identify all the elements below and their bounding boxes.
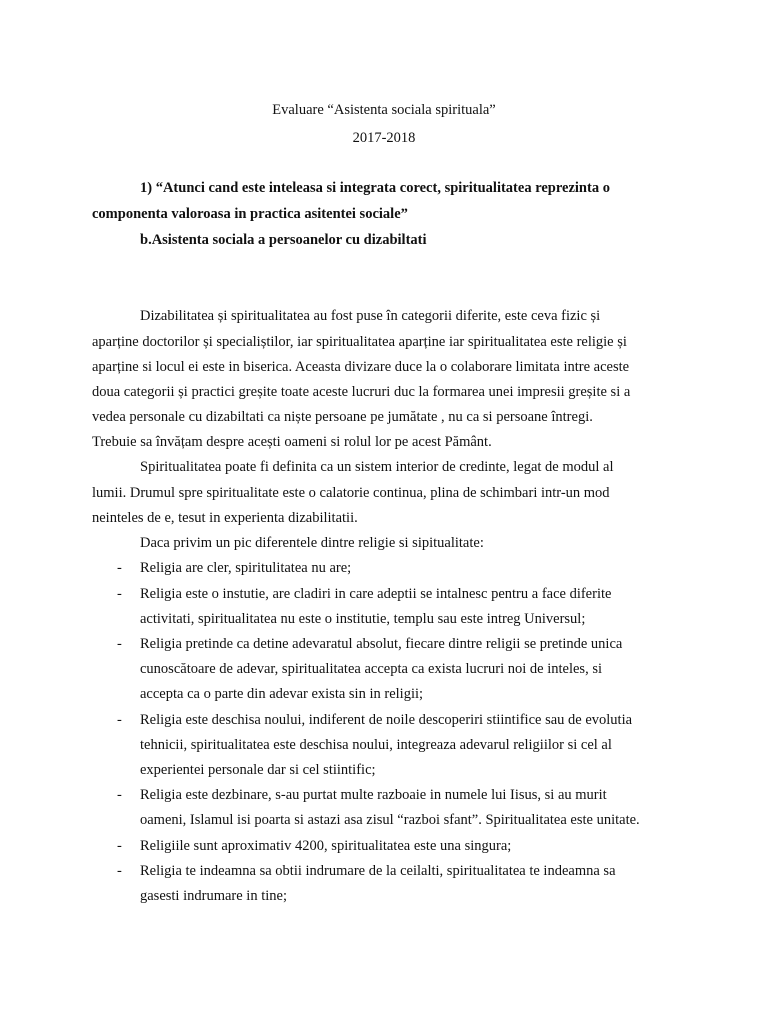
list-bullet-marker: - <box>117 863 122 879</box>
list-item-line: Religia pretinde ca detine adevaratul absolut, fiecare dintre religii se pretinde unica <box>140 636 623 652</box>
list-bullet-marker: - <box>117 560 122 576</box>
paragraph-2-line: Spiritualitatea poate fi definita ca un sistem interior de credinte, legat de modul al <box>140 459 614 475</box>
list-bullet-marker: - <box>117 787 122 803</box>
list-item-line: oameni, Islamul isi poarta si astazi asa zisul “razboi sfant”. Spiritualitatea este unitate. <box>140 812 640 828</box>
paragraph-1-line: doua categorii și practici greșite toate aceste lucruri duc la formarea unei impresii greșite si a <box>92 384 631 400</box>
question-line-1: 1) “Atunci cand este inteleasa si integrata corect, spiritualitatea reprezinta o <box>140 180 610 196</box>
document-year: 2017-2018 <box>352 130 416 146</box>
list-item-line: experientei personale dar si cel stiintific; <box>140 762 376 778</box>
question-subtitle: b.Asistenta sociala a persoanelor cu dizabiltati <box>140 232 427 248</box>
paragraph-1-line: aparține doctorilor și specialiștilor, iar spiritualitatea aparține iar spiritualitatea este religie și <box>92 334 627 350</box>
list-item-line: Religia are cler, spiritulitatea nu are; <box>140 560 352 576</box>
list-bullet-marker: - <box>117 636 122 652</box>
question-line-2: componenta valoroasa in practica asitentei sociale” <box>92 206 408 222</box>
list-bullet-marker: - <box>117 712 122 728</box>
list-item-line: Religia este o instutie, are cladiri in care adeptii se intalnesc pentru a face diferite <box>140 586 612 602</box>
paragraph-2-line: lumii. Drumul spre spiritualitate este o calatorie continua, plina de schimbari intr-un mod <box>92 485 610 501</box>
list-bullet-marker: - <box>117 838 122 854</box>
paragraph-1-line: Trebuie sa învățam despre acești oameni si rolul lor pe acest Pământ. <box>92 434 492 450</box>
list-item-line: accepta ca o parte din adevar exista sin in religii; <box>140 686 424 702</box>
paragraph-1-line: Dizabilitatea și spiritualitatea au fost puse în categorii diferite, este ceva fizic și <box>140 308 601 324</box>
list-item-line: Religia te indeamna sa obtii indrumare de la ceilalti, spiritualitatea te indeamna sa <box>140 863 616 879</box>
list-item-line: Religiile sunt aproximativ 4200, spiritualitatea este una singura; <box>140 838 512 854</box>
list-bullet-marker: - <box>117 586 122 602</box>
list-item-line: cunoscătoare de adevar, spiritualitatea accepta ca exista lucruri noi de inteles, si <box>140 661 602 677</box>
list-item-line: tehnicii, spiritualitatea este deschisa noului, integreaza adevarul religiilor si cel al <box>140 737 612 753</box>
list-intro: Daca privim un pic diferentele dintre religie si sipitualitate: <box>140 535 484 551</box>
list-item-line: activitati, spiritualitatea nu este o institutie, templu sau este intreg Universul; <box>140 611 586 627</box>
paragraph-1-line: vedea personale cu dizabiltati ca niște persoane pe jumătate , nu ca si persoane întregi. <box>92 409 593 425</box>
document-title: Evaluare “Asistenta sociala spirituala” <box>272 102 496 118</box>
list-item-line: Religia este deschisa noului, indiferent de noile descoperiri stiintifice sau de evolutia <box>140 712 633 728</box>
paragraph-2-line: neinteles de e, tesut in experienta dizabilitatii. <box>92 510 358 526</box>
list-item-line: gasesti indrumare in tine; <box>140 888 287 904</box>
paragraph-1-line: aparține si locul ei este in biserica. Aceasta divizare duce la o colaborare limitata intre aceste <box>92 359 630 375</box>
list-item-line: Religia este dezbinare, s-au purtat multe razboaie in numele lui Iisus, si au murit <box>140 787 607 803</box>
